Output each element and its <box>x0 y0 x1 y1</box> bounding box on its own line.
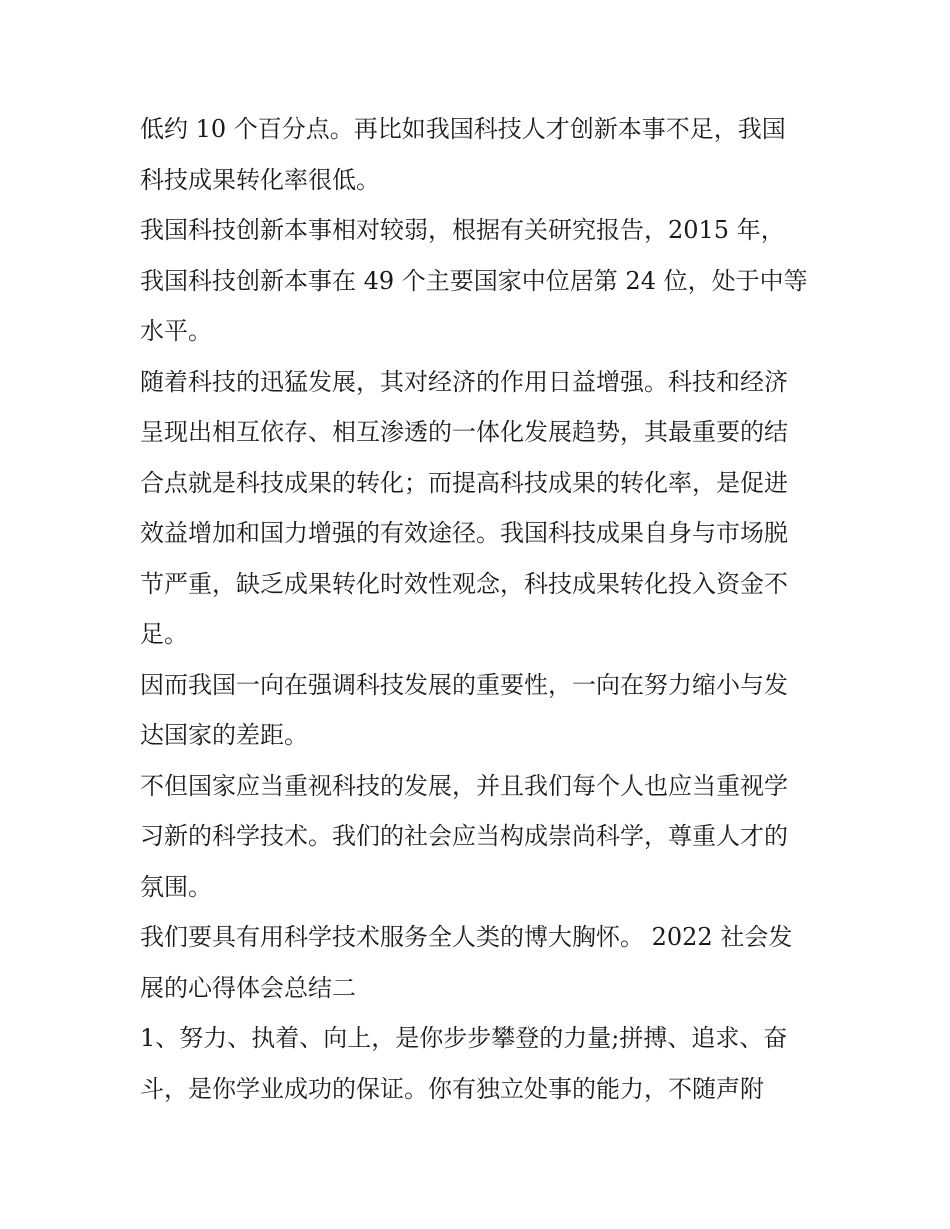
text-line: 展的心得体会总结二 <box>140 973 356 1002</box>
text-line: 低约 10 个百分点。再比如我国科技人才创新本事不足，我国 <box>140 115 786 143</box>
text-line: 节严重，缺乏成果转化时效性观念，科技成果转化投入资金不 <box>140 569 788 598</box>
text-line: 氛围。 <box>140 872 212 901</box>
text-line: 1、努力、执着、向上，是你步步攀登的力量;拼搏、追求、奋 <box>140 1024 788 1052</box>
text-line: 习新的科学技术。我们的社会应当构成崇尚科学，尊重人才的 <box>140 822 788 850</box>
text-line: 斗，是你学业成功的保证。你有独立处事的能力，不随声附 <box>140 1074 764 1103</box>
text-line: 足。 <box>140 620 188 648</box>
text-line: 呈现出相互依存、相互渗透的一体化发展趋势，其最重要的结 <box>140 418 788 446</box>
text-line: 水平。 <box>140 317 212 345</box>
text-line: 科技成果转化率很低。 <box>140 165 380 194</box>
text-line: 合点就是科技成果的转化；而提高科技成果的转化率，是促进 <box>140 468 788 497</box>
text-line: 随着科技的迅猛发展，其对经济的作用日益增强。科技和经济 <box>140 367 788 396</box>
text-line: 我们要具有用科学技术服务全人类的博大胸怀。 2022 社会发 <box>140 923 793 951</box>
text-line: 我国科技创新本事在 49 个主要国家中位居第 24 位，处于中等 <box>140 266 808 295</box>
document-body <box>140 104 820 1114</box>
text-line: 达国家的差距。 <box>140 721 308 749</box>
text-line: 我国科技创新本事相对较弱，根据有关研究报告，2015 年， <box>140 216 785 244</box>
text-line: 因而我国一向在强调科技发展的重要性，一向在努力缩小与发 <box>140 670 788 699</box>
text-line: 效益增加和国力增强的有效途径。我国科技成果自身与市场脱 <box>140 519 788 547</box>
text-line: 不但国家应当重视科技的发展，并且我们每个人也应当重视学 <box>140 771 788 800</box>
